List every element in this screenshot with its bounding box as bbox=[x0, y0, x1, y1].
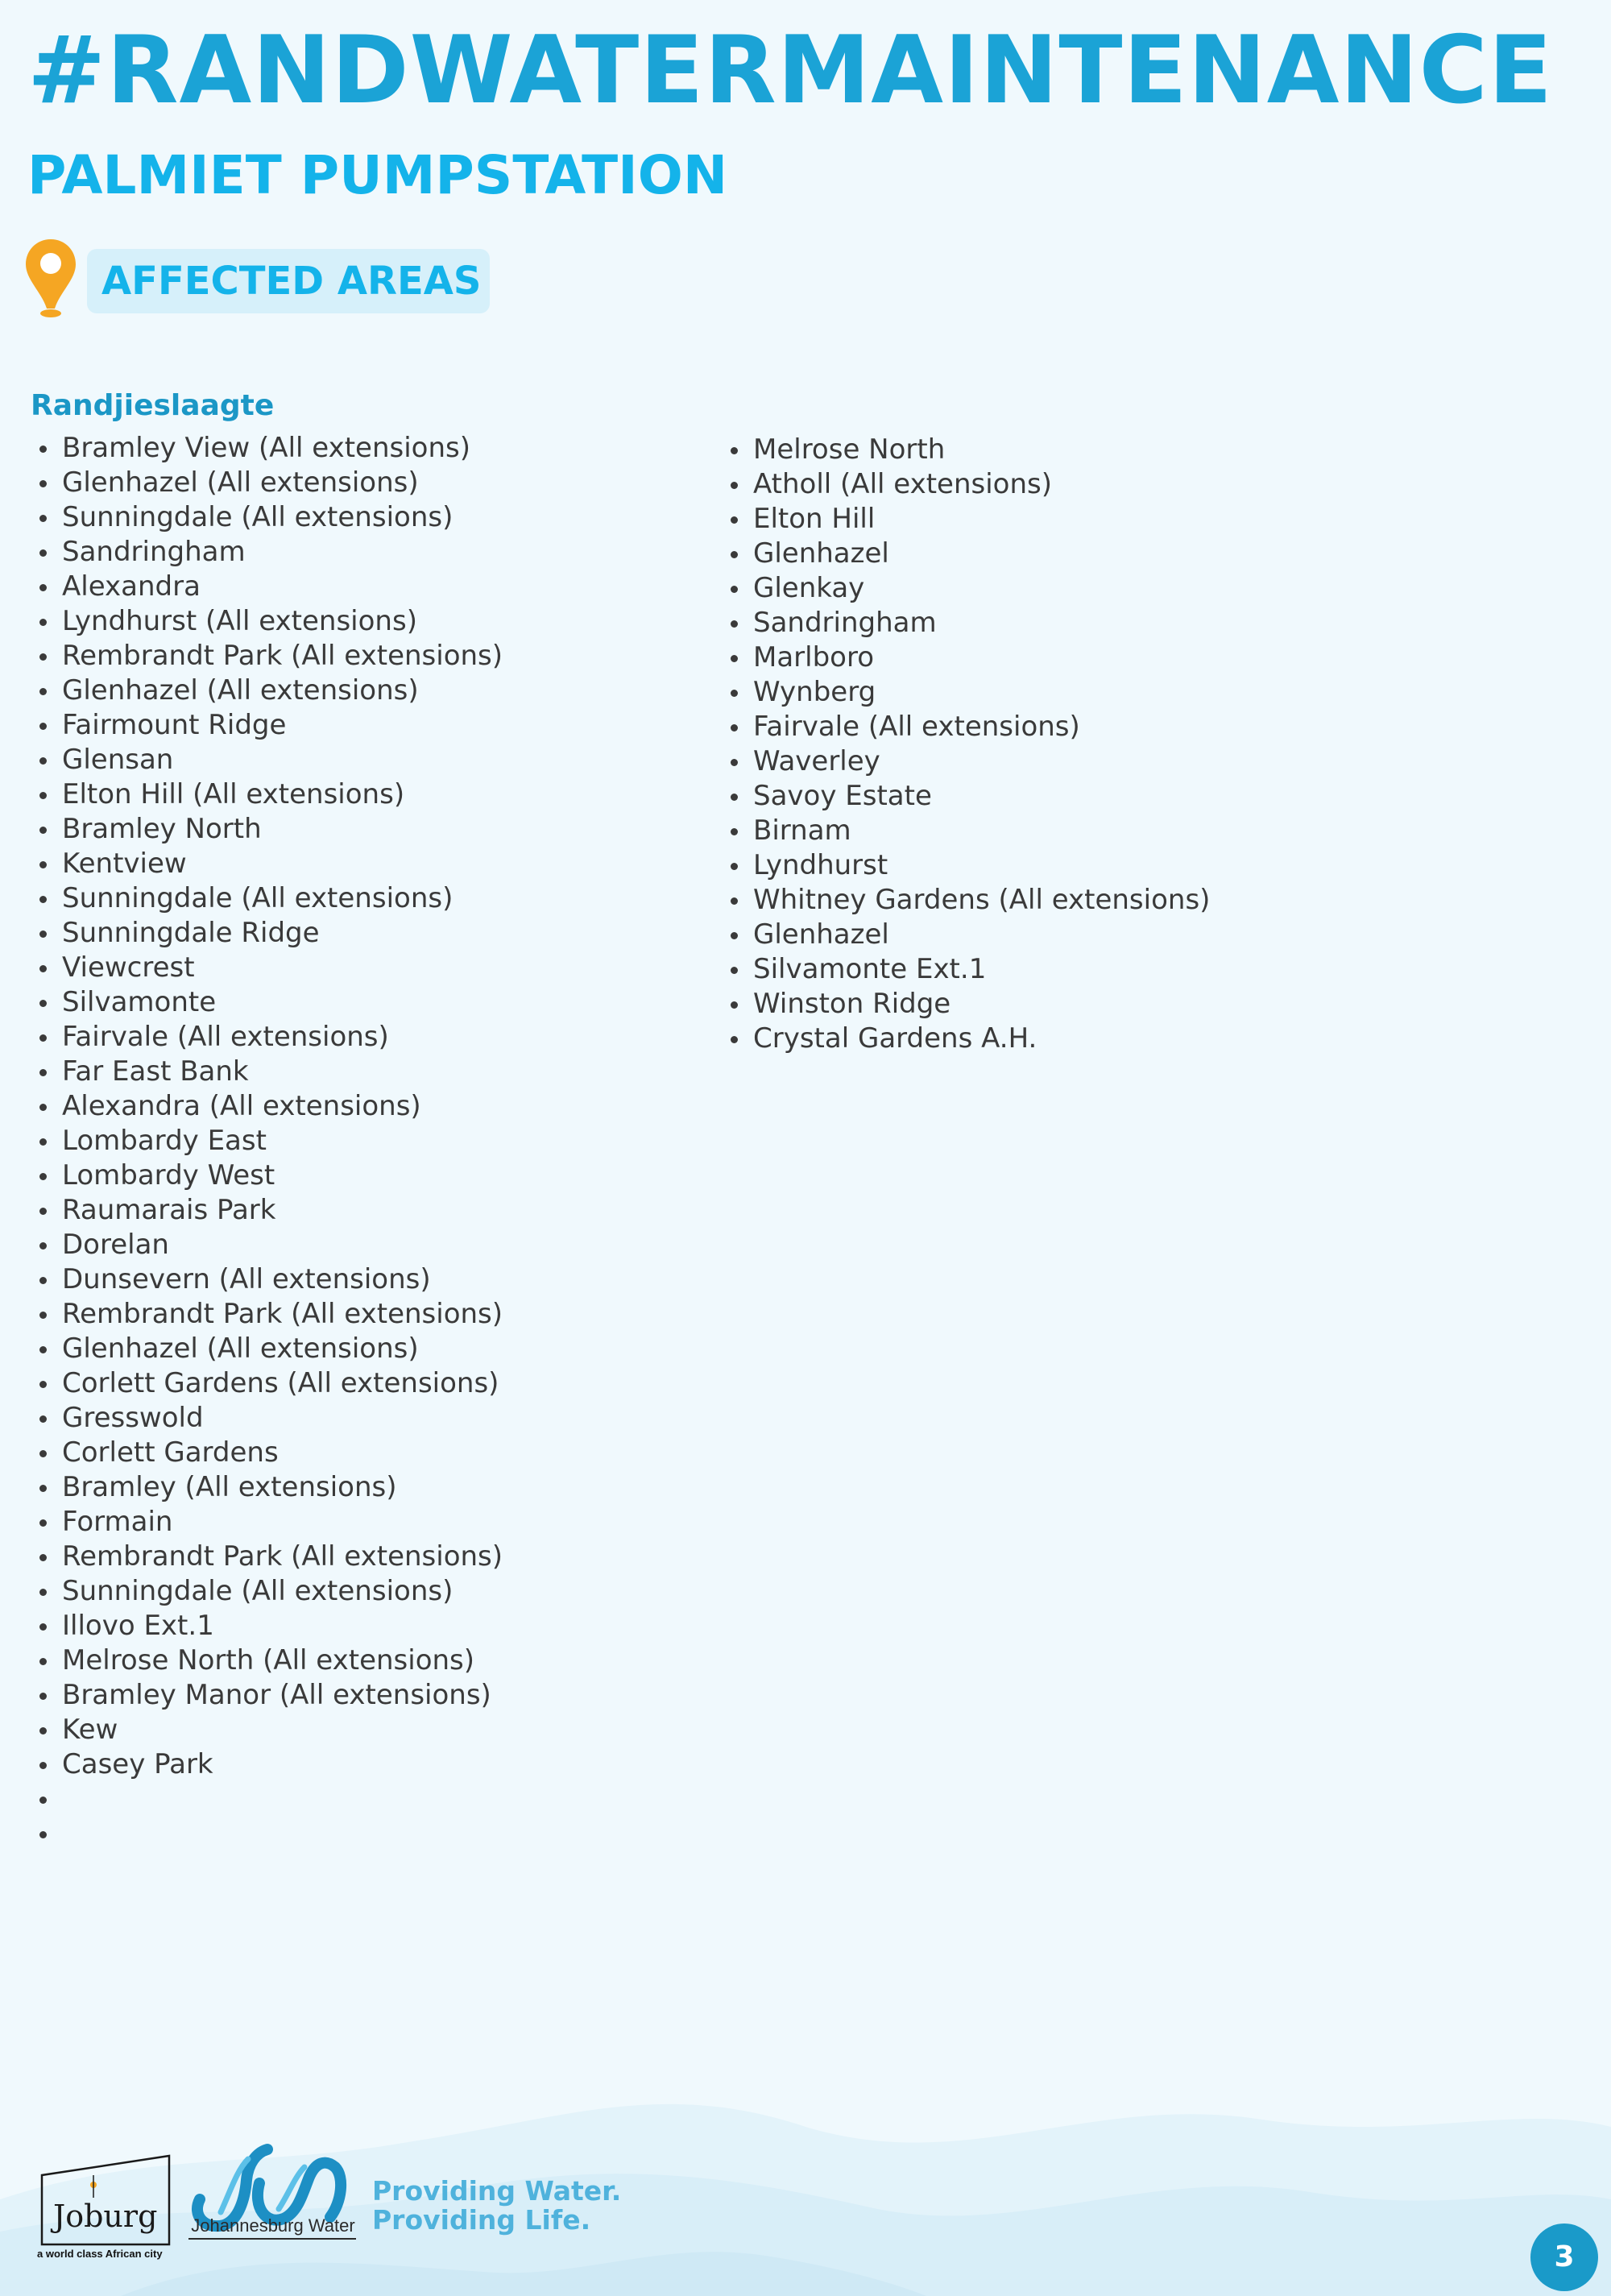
list-item: Raumarais Park bbox=[32, 1193, 503, 1228]
list-item: Melrose North (All extensions) bbox=[32, 1643, 503, 1678]
list-item: Fairvale (All extensions) bbox=[32, 1020, 503, 1055]
list-item: Winston Ridge bbox=[723, 987, 1210, 1022]
list-item: Crystal Gardens A.H. bbox=[723, 1022, 1210, 1056]
list-item: Casey Park bbox=[32, 1747, 503, 1782]
list-item: Sunningdale (All extensions) bbox=[32, 881, 503, 916]
list-item: Savoy Estate bbox=[723, 779, 1210, 814]
list-item: Kentview bbox=[32, 847, 503, 881]
list-item: Lyndhurst (All extensions) bbox=[32, 604, 503, 639]
pumpstation-title: PALMIET PUMPSTATION bbox=[27, 144, 728, 206]
list-item: Glenhazel (All extensions) bbox=[32, 466, 503, 500]
list-item: Fairmount Ridge bbox=[32, 708, 503, 743]
list-item: Silvamonte bbox=[32, 985, 503, 1020]
list-item: Glenhazel (All extensions) bbox=[32, 673, 503, 708]
location-pin-icon bbox=[24, 238, 77, 320]
list-item: Birnam bbox=[723, 814, 1210, 848]
hashtag-title: #RANDWATERMAINTENANCE bbox=[27, 16, 1553, 125]
list-item: Glenkay bbox=[723, 571, 1210, 606]
list-item: Waverley bbox=[723, 744, 1210, 779]
list-item: Elton Hill (All extensions) bbox=[32, 777, 503, 812]
list-item: Corlett Gardens bbox=[32, 1436, 503, 1470]
affected-areas-text: AFFECTED AREAS bbox=[101, 259, 482, 304]
list-item: Glenhazel bbox=[723, 918, 1210, 952]
list-item: Sunningdale (All extensions) bbox=[32, 500, 503, 535]
list-item: Dunsevern (All extensions) bbox=[32, 1262, 503, 1297]
list-item bbox=[32, 1817, 503, 1851]
list-item: Bramley North bbox=[32, 812, 503, 847]
joburg-logo bbox=[37, 2143, 182, 2264]
list-item: Gresswold bbox=[32, 1401, 503, 1436]
list-item: Glenhazel bbox=[723, 537, 1210, 571]
affected-areas-label bbox=[87, 249, 490, 313]
list-item: Marlboro bbox=[723, 640, 1210, 675]
list-item: Wynberg bbox=[723, 675, 1210, 710]
joburg-logo-text: Joburg bbox=[53, 2199, 158, 2234]
page-number-badge: 3 bbox=[1530, 2223, 1598, 2291]
slogan-line-1: Providing Water. bbox=[372, 2175, 622, 2207]
johannesburg-water-text: Johannesburg Water bbox=[191, 2215, 355, 2236]
list-item: Lombardy West bbox=[32, 1158, 503, 1193]
list-item: Bramley Manor (All extensions) bbox=[32, 1678, 503, 1713]
list-item: Whitney Gardens (All extensions) bbox=[723, 883, 1210, 918]
logo-divider bbox=[188, 2238, 356, 2240]
list-item: Rembrandt Park (All extensions) bbox=[32, 1540, 503, 1574]
list-item: Fairvale (All extensions) bbox=[723, 710, 1210, 744]
slogan bbox=[372, 2177, 621, 2235]
list-item: Sunningdale Ridge bbox=[32, 916, 503, 951]
list-item: Sandringham bbox=[723, 606, 1210, 640]
list-item: Alexandra (All extensions) bbox=[32, 1089, 503, 1124]
list-item: Elton Hill bbox=[723, 502, 1210, 537]
list-item: Formain bbox=[32, 1505, 503, 1540]
joburg-tagline: a world class African city bbox=[37, 2248, 163, 2260]
list-item: Glensan bbox=[32, 743, 503, 777]
areas-list-right bbox=[723, 433, 1210, 1056]
list-item: Far East Bank bbox=[32, 1055, 503, 1089]
list-item: Sunningdale (All extensions) bbox=[32, 1574, 503, 1609]
list-item: Illovo Ext.1 bbox=[32, 1609, 503, 1643]
list-item: Viewcrest bbox=[32, 951, 503, 985]
list-item: Melrose North bbox=[723, 433, 1210, 467]
list-item: Rembrandt Park (All extensions) bbox=[32, 639, 503, 673]
list-item: Atholl (All extensions) bbox=[723, 467, 1210, 502]
slogan-line-2: Providing Life. bbox=[372, 2204, 591, 2236]
list-item: Rembrandt Park (All extensions) bbox=[32, 1297, 503, 1332]
list-item: Bramley (All extensions) bbox=[32, 1470, 503, 1505]
list-item: Alexandra bbox=[32, 570, 503, 604]
areas-list-left bbox=[32, 431, 503, 1851]
list-item: Dorelan bbox=[32, 1228, 503, 1262]
list-item: Lombardy East bbox=[32, 1124, 503, 1158]
list-item: Sandringham bbox=[32, 535, 503, 570]
list-item: Kew bbox=[32, 1713, 503, 1747]
list-item: Silvamonte Ext.1 bbox=[723, 952, 1210, 987]
list-item: Glenhazel (All extensions) bbox=[32, 1332, 503, 1366]
list-item bbox=[32, 1782, 503, 1817]
section-heading: Randjieslaagte bbox=[31, 389, 275, 422]
list-item: Bramley View (All extensions) bbox=[32, 431, 503, 466]
list-item: Corlett Gardens (All extensions) bbox=[32, 1366, 503, 1401]
list-item: Lyndhurst bbox=[723, 848, 1210, 883]
